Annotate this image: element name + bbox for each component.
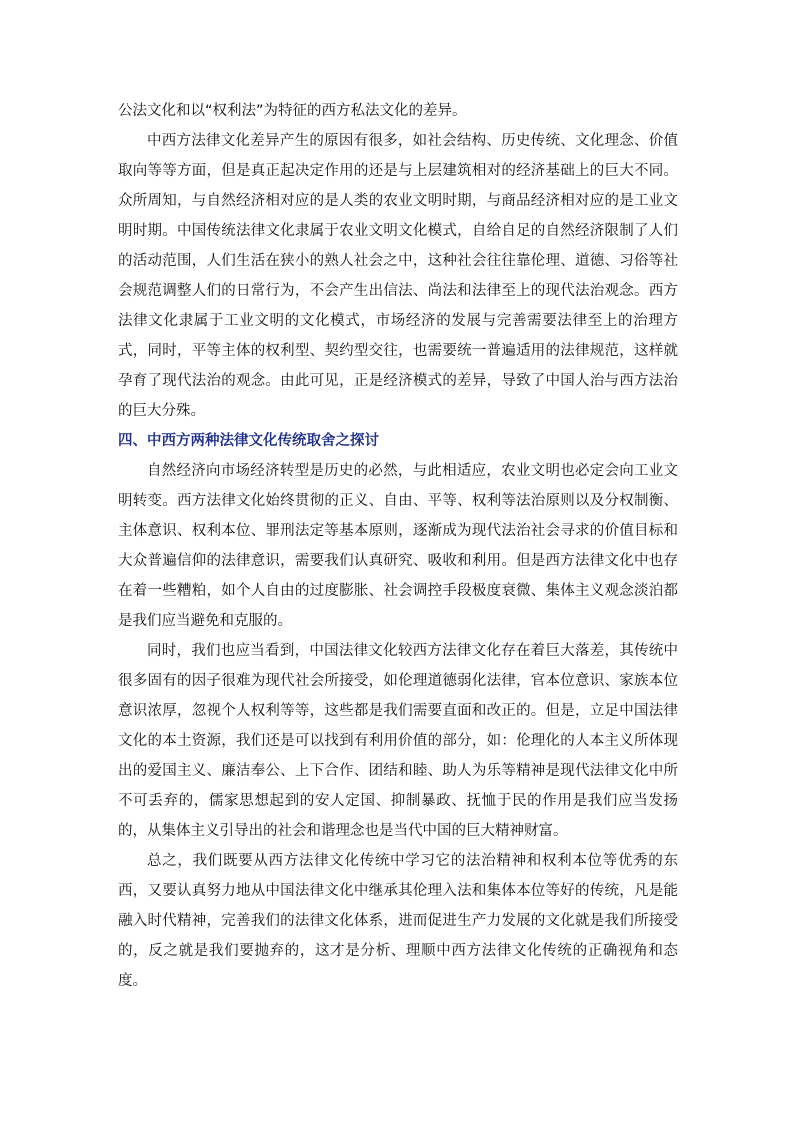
paragraph-chinese-tradition: 同时，我们也应当看到，中国法律文化较西方法律文化存在着巨大落差，其传统中很多固有的因子很难为现代社会所接受，如伦理道德弱化法律，官本位意识、家族本位意识浓厚，忽视个人权利等等，这些都是我们需要直面和改正的。但是，立足中国法律文化的本土资源，我们还是可以找到有利用价值的部分，如：伦理化的人本主义所体现出的爱国主义、廉洁奉公、上下合作、团结和睦、助人为乐等精神是现代法律文化中所不可丢弃的，儒家思想起到的安人定国、抑制暴政、抚恤于民的作用是我们应当发扬的，从集体主义引导出的社会和谐理念也是当代中国的巨大精神财富。 [118, 643, 678, 839]
paragraph-transition: 自然经济向市场经济转型是历史的必然，与此相适应，农业文明也必定会向工业文明转变。西方法律文化始终贯彻的正义、自由、平等、权利等法治原则以及分权制衡、主体意识、权利本位、罪刑法定等基本原则，逐渐成为现代法治社会寻求的价值目标和大众普遍信仰的法律意识，需要我们认真研究、吸收和利用。但是西方法律文化中也存在着一些糟粕，如个人自由的过度膨胀、社会调控手段极度衰微、集体主义观念淡泊都是我们应当避免和克服的。 [118, 463, 678, 629]
section-heading: 四、中西方两种法律文化传统取舍之探讨 [118, 433, 379, 449]
paragraph-continuation: 公法文化和以“权利法”为特征的西方私法文化的差异。 [118, 103, 467, 119]
document-body [118, 96, 678, 996]
paragraph-causes: 中西方法律文化差异产生的原因有很多，如社会结构、历史传统、文化理念、价值取向等等方面，但是真正起决定作用的还是与上层建筑相对的经济基础上的巨大不同。众所周知，与自然经济相对应的是人类的农业文明时期，与商品经济相对应的是工业文明时期。中国传统法律文化隶属于农业文明文化模式，自给自足的自然经济限制了人们的活动范围，人们生活在狭小的熟人社会之中，这种社会往往靠伦理、道德、习俗等社会规范调整人们的日常行为，不会产生出信法、尚法和法律至上的现代法治观念。西方法律文化隶属于工业文明的文化模式，市场经济的发展与完善需要法律至上的治理方式，同时，平等主体的权利型、契约型交往，也需要统一普遍适用的法律规范，这样就孕育了现代法治的观念。由此可见，正是经济模式的差异，导致了中国人治与西方法治的巨大分殊。 [118, 133, 678, 419]
paragraph-conclusion: 总之，我们既要从西方法律文化传统中学习它的法治精神和权利本位等优秀的东西，又要认真努力地从中国法律文化中继承其伦理入法和集体本位等好的传统，凡是能融入时代精神，完善我们的法律文化体系，进而促进生产力发展的文化就是我们所接受的，反之就是我们要抛弃的，这才是分析、理顺中西方法律文化传统的正确视角和态度。 [118, 853, 678, 989]
